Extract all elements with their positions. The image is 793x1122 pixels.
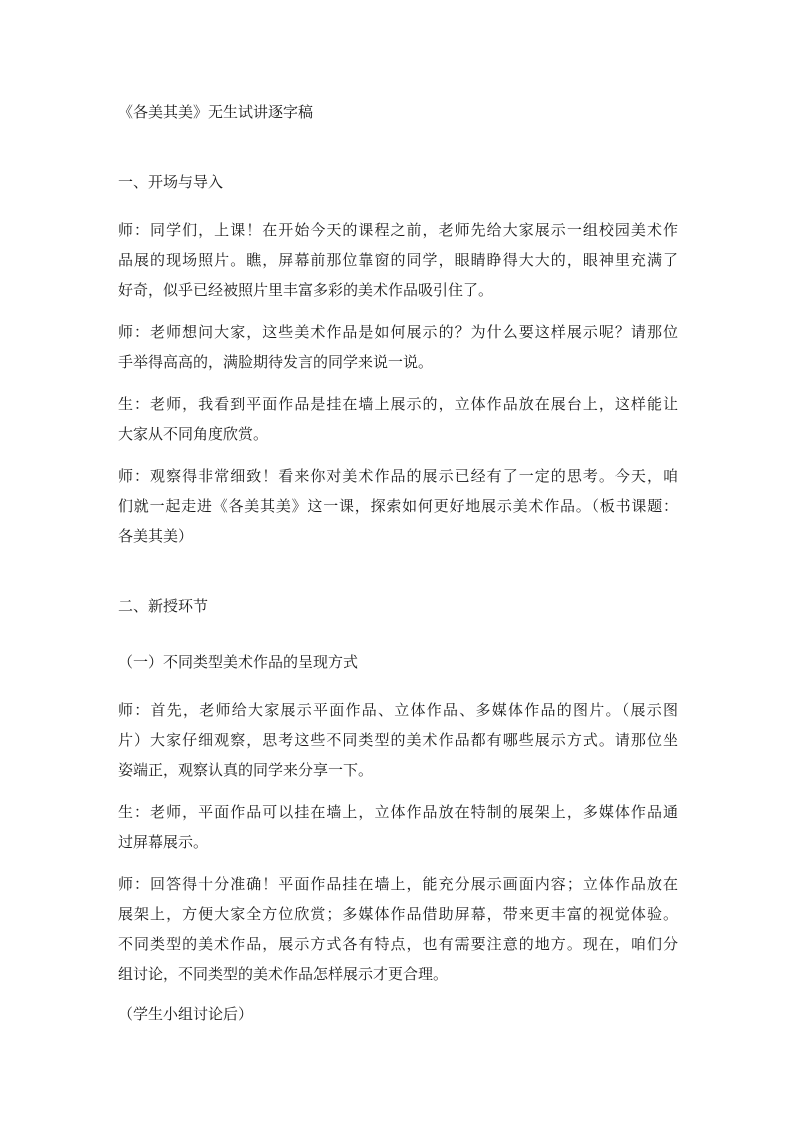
document-title: 《各美其美》无生试讲逐字稿 (118, 103, 314, 121)
paragraph-line: 组讨论，不同类型的美术作品怎样展示才更合理。 (118, 965, 449, 983)
paragraph-line: 片）大家仔细观察，思考这些不同类型的美术作品都有哪些展示方式。请那位坐 (118, 731, 678, 749)
section-heading-new-lesson: 二、新授环节 (118, 597, 209, 615)
paragraph-line: 生：老师，我看到平面作品是挂在墙上展示的，立体作品放在展台上，这样能让 (118, 395, 678, 413)
paragraph-line: 师：老师想问大家，这些美术作品是如何展示的？为什么要这样展示呢？请那位 (118, 323, 678, 341)
paragraph-line: 好奇，似乎已经被照片里丰富多彩的美术作品吸引住了。 (118, 281, 494, 299)
paragraph-line: 姿端正，观察认真的同学来分享一下。 (118, 761, 374, 779)
subsection-heading: （一）不同类型美术作品的呈现方式 (118, 653, 359, 671)
paragraph-line: 师：同学们，上课！在开始今天的课程之前，老师先给大家展示一组校园美术作 (118, 221, 678, 239)
section-heading-opening: 一、开场与导入 (118, 173, 224, 191)
paragraph-line: 师：回答得十分准确！平面作品挂在墙上，能充分展示画面内容；立体作品放在 (118, 875, 678, 893)
paragraph-line: 过屏幕展示。 (118, 833, 209, 851)
paragraph-line: 们就一起走进《各美其美》这一课，探索如何更好地展示美术作品。（板书课题： (118, 497, 678, 515)
stage-note: （学生小组讨论后） (118, 1005, 254, 1023)
paragraph-line: 手举得高高的，满脸期待发言的同学来说一说。 (118, 353, 434, 371)
paragraph-line: 各美其美） (118, 527, 194, 545)
paragraph-line: 不同类型的美术作品，展示方式各有特点，也有需要注意的地方。现在，咱们分 (118, 935, 678, 953)
paragraph-line: 品展的现场照片。瞧，屏幕前那位靠窗的同学，眼睛睁得大大的，眼神里充满了 (118, 251, 678, 269)
paragraph-line: 展架上，方便大家全方位欣赏；多媒体作品借助屏幕，带来更丰富的视觉体验。 (118, 905, 678, 923)
paragraph-line: 大家从不同角度欣赏。 (118, 425, 269, 443)
paragraph-line: 生：老师，平面作品可以挂在墙上，立体作品放在特制的展架上，多媒体作品通 (118, 803, 678, 821)
paragraph-line: 师：观察得非常细致！看来你对美术作品的展示已经有了一定的思考。今天，咱 (118, 467, 678, 485)
paragraph-line: 师：首先，老师给大家展示平面作品、立体作品、多媒体作品的图片。（展示图 (118, 701, 678, 719)
